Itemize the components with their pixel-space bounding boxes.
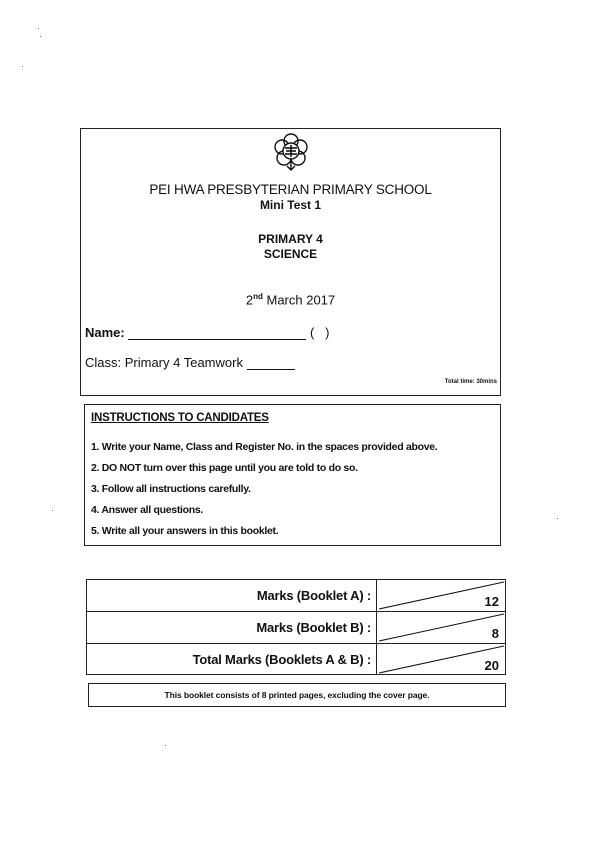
date-rest: March 2017 <box>262 292 336 308</box>
class-row <box>85 355 295 370</box>
scan-speck <box>22 66 23 67</box>
marks-table <box>86 579 506 675</box>
scan-speck <box>165 745 166 746</box>
class-field[interactable] <box>247 357 295 370</box>
level-label: PRIMARY 4 <box>258 232 323 246</box>
scan-speck <box>38 28 39 29</box>
register-number-field[interactable]: ( ) <box>310 325 330 340</box>
date-day: 2 <box>245 292 254 308</box>
instructions-box <box>84 404 501 546</box>
test-date <box>81 292 500 307</box>
school-crest-icon <box>271 132 311 172</box>
test-title: Mini Test 1 <box>259 198 322 212</box>
diagonal-slash-icon <box>377 612 505 643</box>
date-suffix: nd <box>253 292 263 301</box>
marks-cell <box>376 580 505 611</box>
scan-speck <box>557 518 558 519</box>
marks-label: Marks (Booklet A) : <box>256 588 371 603</box>
marks-cell <box>376 644 505 675</box>
marks-row-booklet-a <box>87 580 505 612</box>
name-label: Name: <box>85 325 125 340</box>
instructions-list <box>91 440 437 545</box>
instruction-item: 2. DO NOT turn over this page until you are told to do so. <box>91 462 358 474</box>
total-time: Total time: 30mins <box>444 379 497 385</box>
marks-row-booklet-b <box>87 611 505 643</box>
instruction-item: 3. Follow all instructions carefully. <box>91 483 251 495</box>
cover-header-box <box>80 128 501 396</box>
instruction-item: 5. Write all your answers in this booklet. <box>91 525 279 537</box>
marks-value: 8 <box>491 626 499 641</box>
page-count-note: This booklet consists of 8 printed pages, excluding the cover page. <box>88 683 506 707</box>
name-row <box>85 325 330 340</box>
scan-speck <box>52 510 53 511</box>
instruction-item: 1. Write your Name, Class and Register No. in the spaces provided above. <box>91 441 438 453</box>
marks-row-total <box>87 643 505 675</box>
marks-value: 20 <box>484 658 499 673</box>
instructions-title: INSTRUCTIONS TO CANDIDATES <box>91 412 269 424</box>
name-field[interactable] <box>128 327 306 340</box>
marks-cell <box>376 612 505 643</box>
instruction-item: 4. Answer all questions. <box>91 504 204 516</box>
marks-value: 12 <box>484 594 499 609</box>
school-name: PEI HWA PRESBYTERIAN PRIMARY SCHOOL <box>149 182 432 197</box>
subject-label: SCIENCE <box>263 247 318 261</box>
marks-label: Marks (Booklet B) : <box>256 620 371 635</box>
scan-speck <box>40 36 41 37</box>
class-label: Class: Primary 4 Teamwork <box>85 355 243 370</box>
marks-label: Total Marks (Booklets A & B) : <box>192 652 371 667</box>
